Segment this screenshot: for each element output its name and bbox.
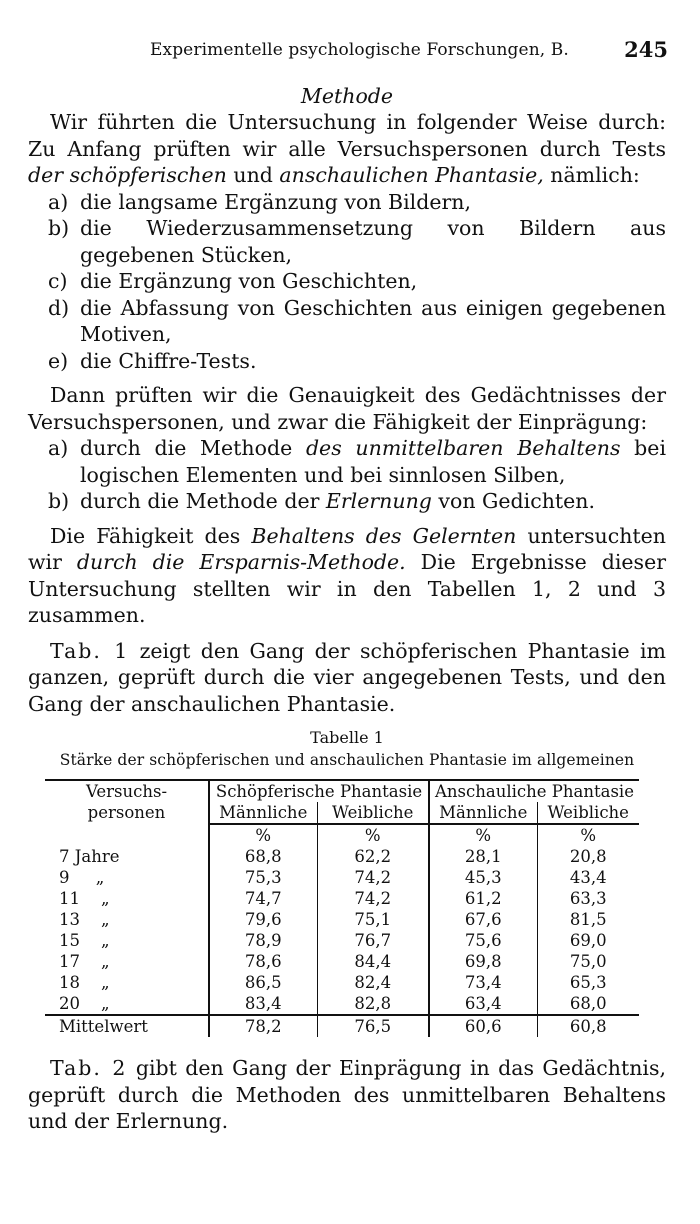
- column-header-persons: Versuchs- personen: [45, 780, 209, 824]
- table-subtitle: Stärke der schöpferischen und anschaulichen Phantasie im allgemeinen: [59, 751, 635, 769]
- value-cell: 63,4: [429, 993, 537, 1015]
- value-cell: 74,2: [317, 867, 429, 888]
- intro-text-2: und: [226, 163, 280, 187]
- list-item-label: a): [48, 189, 69, 214]
- table-row: [45, 972, 639, 993]
- table2-paragraph-text: gibt den Gang der Einprägung in das Gedächtnis, geprüft durch die Methoden des unmittelbaren Behaltens und der Erlernung.: [28, 1056, 666, 1133]
- list-item-label: a): [48, 436, 69, 460]
- unit-label: %: [317, 824, 429, 846]
- column-group-anschaulich: Anschauliche Phantasie: [429, 780, 639, 802]
- intro-text-1: Wir führten die Untersuchung in folgender Weise durch: Zu Anfang prüften wir alle Versuchspersonen durch Tests: [28, 110, 666, 161]
- list-item-label: b): [48, 489, 70, 513]
- value-cell: 28,1: [429, 846, 537, 867]
- value-cell: 81,5: [537, 909, 639, 930]
- value-cell: 78,6: [209, 951, 317, 972]
- list-item: [48, 295, 666, 348]
- age-cell: 7 Jahre: [59, 847, 120, 866]
- value-cell: 43,4: [537, 867, 639, 888]
- value-cell: 74,7: [209, 888, 317, 909]
- list-item: [48, 435, 666, 488]
- value-cell: 62,2: [317, 846, 429, 867]
- list-item-label: c): [48, 269, 68, 293]
- list-item: [48, 488, 666, 515]
- value-cell: 69,8: [429, 951, 537, 972]
- table-header-row: [45, 780, 639, 802]
- value-cell: 61,2: [429, 888, 537, 909]
- retention-emphasis-2: durch die Ersparnis-Methode.: [76, 550, 406, 574]
- age-cell: 18 „: [59, 973, 110, 992]
- list-item: [48, 189, 666, 216]
- table-reference: Tab. 2: [50, 1056, 128, 1080]
- method-b-emphasis: Erlernung: [325, 489, 432, 513]
- value-cell: 20,8: [537, 846, 639, 867]
- list-item-text: die Ergänzung von Geschichten,: [80, 269, 418, 293]
- age-cell: 20 „: [59, 994, 110, 1013]
- value-cell: 68,8: [209, 846, 317, 867]
- column-header-female: Weibliche: [537, 802, 639, 824]
- running-header: [0, 37, 700, 70]
- retention-paragraph: [28, 523, 666, 629]
- age-cell: 9 „: [59, 868, 105, 887]
- page-body: [28, 84, 666, 1135]
- method-a-emphasis: des unmittelbaren Behaltens: [305, 436, 621, 460]
- list-item: [48, 268, 666, 295]
- unit-label: %: [209, 824, 317, 846]
- table-row: [45, 993, 639, 1015]
- column-group-schoepferisch: Schöpferische Phantasie: [209, 780, 429, 802]
- value-cell: 84,4: [317, 951, 429, 972]
- list-item-label: b): [48, 216, 70, 240]
- mean-value: 60,8: [537, 1015, 639, 1037]
- value-cell: 75,1: [317, 909, 429, 930]
- retention-text-2: untersuchten wir: [28, 523, 667, 574]
- column-header-female: Weibliche: [317, 802, 429, 824]
- value-cell: 76,7: [317, 930, 429, 951]
- value-cell: 79,6: [209, 909, 317, 930]
- intro-text-3: nämlich:: [543, 163, 640, 187]
- mean-label: Mittelwert: [45, 1015, 209, 1037]
- age-cell: 11 „: [59, 889, 110, 908]
- table-row: [45, 888, 639, 909]
- method-b-text-2: von Gedichten.: [431, 489, 596, 513]
- value-cell: 86,5: [209, 972, 317, 993]
- intro-emphasis-2: anschaulichen Phantasie,: [279, 163, 544, 187]
- column-header-male: Männliche: [429, 802, 537, 824]
- retention-emphasis-1: Behaltens des Gelernten: [251, 523, 517, 548]
- unit-label: %: [537, 824, 639, 846]
- list-item-text: die Abfassung von Geschichten aus einigen gegebenen Motiven,: [80, 295, 666, 346]
- table-caption: Tabelle 1: [310, 728, 384, 747]
- page-number: 245: [624, 37, 668, 62]
- age-cell: 17 „: [59, 952, 110, 971]
- intro-paragraph: [28, 109, 666, 189]
- value-cell: 65,3: [537, 972, 639, 993]
- value-cell: 67,6: [429, 909, 537, 930]
- running-title: Experimentelle psychologische Forschungen, B.: [150, 40, 569, 60]
- column-header-male: Männliche: [209, 802, 317, 824]
- method-a-text-2: bei logischen Elementen und bei sinnlosen Silben,: [80, 436, 666, 487]
- table-row: [45, 951, 639, 972]
- mean-value: 60,6: [429, 1015, 537, 1037]
- value-cell: 78,9: [209, 930, 317, 951]
- list-item: [48, 215, 666, 268]
- value-cell: 73,4: [429, 972, 537, 993]
- value-cell: 83,4: [209, 993, 317, 1015]
- unit-label: %: [429, 824, 537, 846]
- value-cell: 82,8: [317, 993, 429, 1015]
- table1-paragraph: [28, 638, 666, 718]
- method-list: [48, 435, 666, 515]
- list-item-label: d): [48, 295, 70, 320]
- value-cell: 45,3: [429, 867, 537, 888]
- intro-emphasis-1: der schöpferischen: [28, 163, 227, 187]
- list-item-label: e): [48, 348, 69, 373]
- section-heading: Methode: [300, 84, 394, 108]
- retention-text-1: Die Fähigkeit des: [50, 523, 252, 548]
- age-cell: 15 „: [59, 931, 110, 950]
- table-row: [45, 930, 639, 951]
- value-cell: 74,2: [317, 888, 429, 909]
- value-cell: 68,0: [537, 993, 639, 1015]
- value-cell: 69,0: [537, 930, 639, 951]
- value-cell: 82,4: [317, 972, 429, 993]
- value-cell: 75,3: [209, 867, 317, 888]
- list-item: [48, 348, 666, 375]
- memory-paragraph: Dann prüften wir die Genauigkeit des Gedächtnisses der Versuchspersonen, und zwar die Fähigkeit der Einprägung:: [28, 383, 666, 434]
- method-a-text-1: durch die Methode: [80, 436, 306, 460]
- table-row: [45, 846, 639, 867]
- test-list: [48, 189, 666, 375]
- list-item-text: die Wiederzusammensetzung von Bildern aus gegebenen Stücken,: [80, 216, 666, 267]
- value-cell: 75,6: [429, 930, 537, 951]
- table-row: [45, 909, 639, 930]
- mean-value: 78,2: [209, 1015, 317, 1037]
- method-b-text-1: durch die Methode der: [80, 489, 326, 513]
- age-cell: 13 „: [59, 910, 110, 929]
- mean-row: [45, 1015, 639, 1037]
- table-reference: Tab. 1: [50, 638, 130, 663]
- table2-paragraph: [28, 1055, 666, 1135]
- value-cell: 63,3: [537, 888, 639, 909]
- table-row: [45, 867, 639, 888]
- unit-spacer: [45, 824, 209, 846]
- retention-text-3: Die Ergebnisse dieser Untersuchung stellten wir in den Tabellen 1, 2 und 3 zusammen.: [28, 550, 667, 627]
- value-cell: 75,0: [537, 951, 639, 972]
- unit-row: [45, 824, 639, 846]
- list-item-text: die langsame Ergänzung von Bildern,: [80, 189, 472, 214]
- table1-paragraph-text: zeigt den Gang der schöpferischen Phantasie im ganzen, geprüft durch die vier angegebenen Tests, und den Gang der anschaulichen Phantasie.: [28, 638, 666, 716]
- data-table: [45, 779, 639, 1037]
- mean-value: 76,5: [317, 1015, 429, 1037]
- list-item-text: die Chiffre-Tests.: [80, 348, 257, 373]
